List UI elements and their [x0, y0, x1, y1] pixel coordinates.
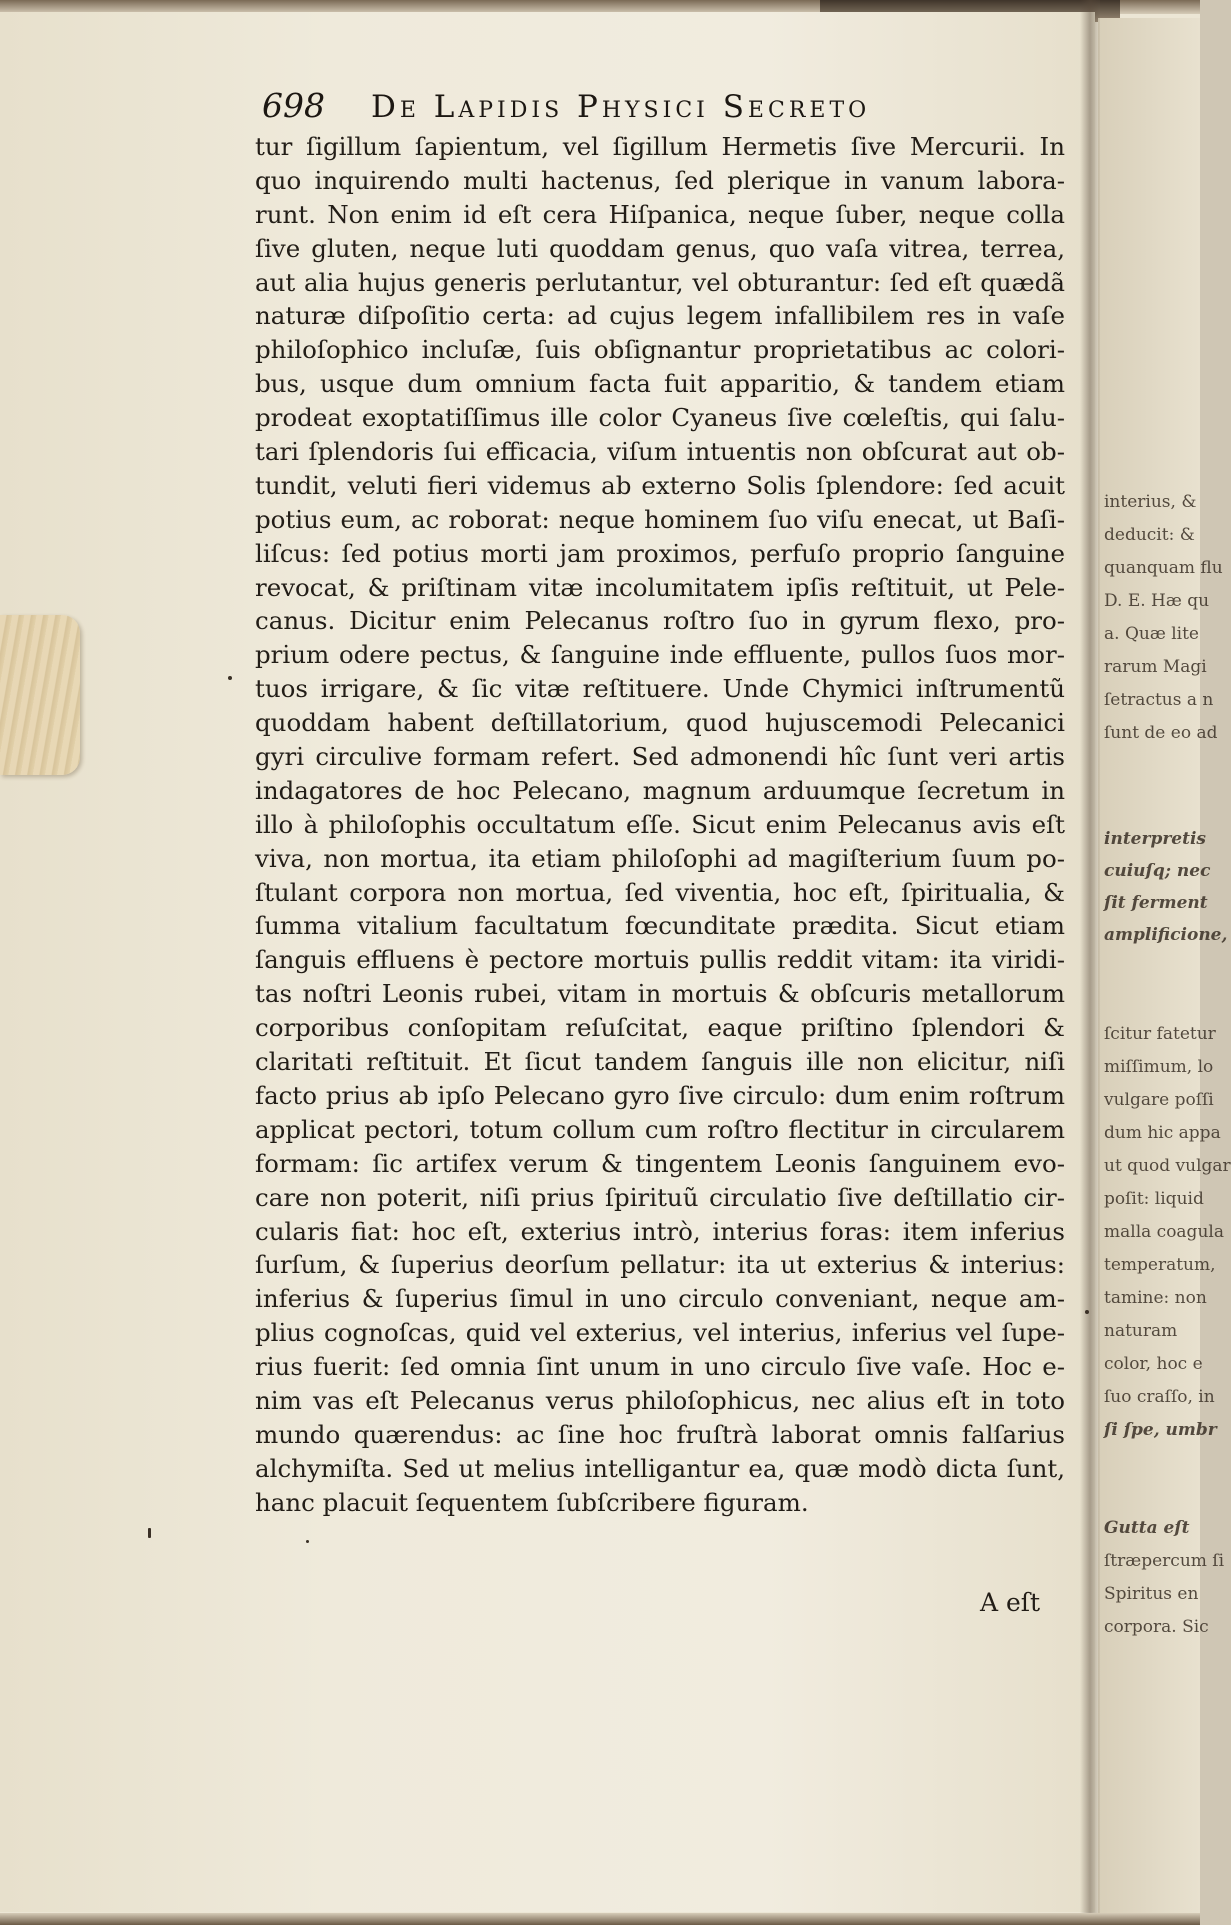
text-line: inferius & ſuperius ſimul in uno circulo conveniant, neque am- — [255, 1284, 1065, 1314]
text-line: alchymiſta. Sed ut melius intelligantur ea, quæ modò dicta ſunt, — [255, 1453, 1065, 1483]
margin-fragment: ut quod vulgar — [1104, 1156, 1231, 1176]
text-line: nim vas eſt Pelecanus verus philoſophicus, nec alius eſt in toto — [255, 1385, 1065, 1415]
text-line: quo inquirendo multi hactenus, ſed plerique in vanum labora- — [255, 165, 1065, 195]
margin-fragment: interpretis — [1104, 829, 1206, 849]
ink-speck — [148, 1528, 151, 1538]
margin-fragment: cuiuſq; nec — [1104, 861, 1211, 881]
text-line: ſtulant corpora non mortua, ſed viventia, hoc eſt, ſpiritualia, & — [255, 877, 1065, 907]
margin-fragment: temperatum, — [1104, 1255, 1216, 1275]
catchword: A eſt — [980, 1588, 1041, 1617]
text-line: ſumma vitalium facultatum fœcunditate prædita. Sicut etiam — [255, 911, 1065, 941]
text-line: formam: ſic artifex verum & tingentem Leonis ſanguinem evo- — [255, 1148, 1065, 1178]
text-line: applicat pectori, totum collum cum roſtro flectitur in circularem — [255, 1114, 1065, 1144]
text-line: gyri circulive formam refert. Sed admonendi hîc ſunt veri artis — [255, 742, 1065, 772]
text-line: cularis fiat: hoc eſt, exterius intrò, interius foras: item inferius — [255, 1216, 1065, 1246]
margin-fragment: Spiritus en — [1104, 1584, 1199, 1604]
text-line: tundit, veluti fieri videmus ab externo Solis ſplendore: ſed acuit — [255, 470, 1065, 500]
margin-fragment: Gutta eſt — [1104, 1518, 1190, 1538]
text-line: philoſophico incluſæ, ſuis obſignantur proprietatibus ac colori- — [255, 335, 1065, 365]
gutter-shadow — [1080, 0, 1100, 1925]
margin-fragment: ſcitur fatetur — [1104, 1024, 1216, 1044]
margin-fragment: malla coagula — [1104, 1222, 1224, 1242]
margin-fragment: interius, & — [1104, 492, 1197, 512]
text-line: claritati reſtituit. Et ſicut tandem ſanguis ille non elicitur, niſi — [255, 1047, 1065, 1077]
text-line: indagatores de hoc Pelecano, magnum arduumque ſecretum in — [255, 775, 1065, 805]
text-line: ſanguis effluens è pectore mortuis pullis reddit vitam: ita viridi- — [255, 945, 1065, 975]
margin-fragment: ſi ſpe, umbr — [1104, 1420, 1217, 1440]
margin-fragment: vulgare poſſi — [1104, 1090, 1214, 1110]
margin-fragment: deducit: & — [1104, 525, 1195, 545]
margin-fragment: amplificione, — [1104, 925, 1228, 945]
text-line: prodeat exoptatiſſimus ille color Cyaneus ſive cœleſtis, qui ſalu- — [255, 403, 1065, 433]
margin-fragment: quanquam flu — [1104, 558, 1223, 578]
text-line: care non poterit, niſi prius ſpirituũ circulatio ſive deſtillatio cir- — [255, 1182, 1065, 1212]
paper-bookmark-strip — [0, 615, 80, 775]
bottom-page-edge — [0, 1913, 1200, 1925]
text-line: canus. Dicitur enim Pelecanus roſtro ſuo in gyrum flexo, pro- — [255, 606, 1065, 636]
text-line: ſive gluten, neque luti quoddam genus, quo vaſa vitrea, terrea, — [255, 233, 1065, 263]
margin-fragment: corpora. Sic — [1104, 1617, 1209, 1637]
text-line: tas noſtri Leonis rubei, vitam in mortuis & obſcuris metallorum — [255, 979, 1065, 1009]
margin-fragment: miſſimum, lo — [1104, 1057, 1214, 1077]
text-line: bus, usque dum omnium facta fuit apparitio, & tandem etiam — [255, 369, 1065, 399]
margin-fragment: ſunt de eo ad — [1104, 723, 1218, 743]
page-number: 698 — [262, 86, 325, 125]
text-line: tuos irrigare, & ſic vitæ reſtituere. Unde Chymici inſtrumentũ — [255, 674, 1065, 704]
text-line: aut alia hujus generis perlutantur, vel obturantur: ſed eſt quædã — [255, 267, 1065, 297]
ink-speck — [228, 676, 232, 680]
margin-fragment: tamine: non — [1104, 1288, 1207, 1308]
margin-fragment: dum hic appa — [1104, 1123, 1221, 1143]
body-text — [255, 130, 1065, 1520]
text-line: mundo quærendus: ac ſine hoc fruſtrà laborat omnis falſarius — [255, 1419, 1065, 1449]
text-line: prium odere pectus, & ſanguine inde effluente, pullos ſuos mor- — [255, 640, 1065, 670]
margin-fragment: poſit: liquid — [1104, 1189, 1204, 1209]
text-line: potius eum, ac roborat: neque hominem ſuo viſu enecat, ut Baſi- — [255, 504, 1065, 534]
text-line: viva, non mortua, ita etiam philoſophi ad magiſterium ſuum po- — [255, 843, 1065, 873]
ink-speck — [306, 1540, 309, 1543]
text-line: illo à philoſophis occultatum eſſe. Sicut enim Pelecanus avis eſt — [255, 809, 1065, 839]
margin-fragment: ſetractus a n — [1104, 690, 1214, 710]
margin-fragment: naturam — [1104, 1321, 1178, 1341]
text-line: liſcus: ſed potius morti jam proximos, perfuſo proprio ſanguine — [255, 538, 1065, 568]
text-line: corporibus conſopitam reſuſcitat, eaque priſtino ſplendori & — [255, 1013, 1065, 1043]
margin-fragment: a. Quæ lite — [1104, 624, 1199, 644]
text-line: quoddam habent deſtillatorium, quod hujuscemodi Pelecanici — [255, 708, 1065, 738]
text-line: tari ſplendoris ſui efficacia, viſum intuentis non obſcurat aut ob- — [255, 437, 1065, 467]
facing-page-margin-text — [1104, 0, 1231, 1925]
text-line: runt. Non enim id eſt cera Hiſpanica, neque ſuber, neque colla — [255, 199, 1065, 229]
margin-fragment: color, hoc e — [1104, 1354, 1203, 1374]
margin-fragment: ſuo craſſo, in — [1104, 1387, 1215, 1407]
text-line: plius cognoſcas, quid vel exterius, vel interius, inferius vel ſupe- — [255, 1318, 1065, 1348]
text-line: revocat, & priſtinam vitæ incolumitatem ipſis reſtituit, ut Pele- — [255, 572, 1065, 602]
margin-fragment: ſit ferment — [1104, 893, 1208, 913]
text-line: hanc placuit ſequentem ſubſcribere figuram. — [255, 1487, 809, 1517]
running-title: De Lapidis Physici Secreto — [371, 89, 871, 125]
text-line: rius fuerit: ſed omnia ſint unum in uno circulo ſive vaſe. Hoc e- — [255, 1352, 1065, 1382]
margin-fragment: rarum Magi — [1104, 657, 1207, 677]
margin-fragment: D. E. Hæ qu — [1104, 591, 1210, 611]
ink-speck — [1085, 1310, 1089, 1314]
text-line: ſurſum, & ſuperius deorſum pellatur: ita ut exterius & interius: — [255, 1250, 1065, 1280]
page-header — [262, 86, 1062, 132]
text-line: tur ſigillum ſapientum, vel ſigillum Hermetis ſive Mercurii. In — [255, 132, 1065, 161]
margin-fragment: ſtræpercum ſi — [1104, 1551, 1225, 1571]
text-line: facto prius ab ipſo Pelecano gyro ſive circulo: dum enim roſtrum — [255, 1080, 1065, 1110]
text-line: naturæ diſpoſitio certa: ad cujus legem infallibilem res in vaſe — [255, 301, 1065, 331]
